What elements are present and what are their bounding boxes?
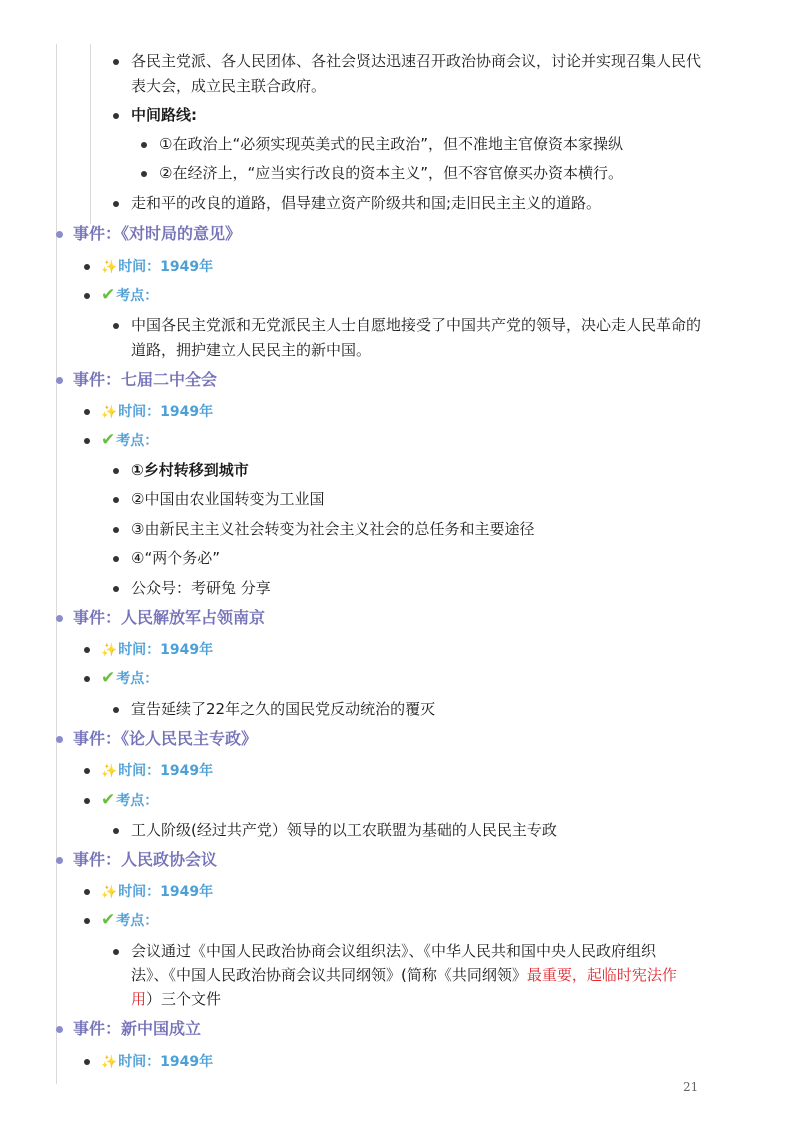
sparkle-icon: ✨ bbox=[101, 885, 118, 900]
bullet bbox=[84, 798, 90, 804]
list-item-text: 公众号：考研兔 分享 bbox=[131, 579, 271, 597]
bullet bbox=[113, 527, 119, 533]
list-item-text: 道路，拥护建立人民民主的新中国。 bbox=[131, 341, 372, 359]
list-item-text: ②中国由农业国转变为工业国 bbox=[131, 490, 325, 508]
list-item-text: ①在政治上“必须实现英美式的民主政治”，但不准地主官僚资本家操纵 bbox=[159, 135, 623, 153]
bullet bbox=[113, 113, 119, 119]
key-label: 考点： bbox=[116, 433, 159, 449]
list-item-text: 宣告延续了22年之久的国民党反动统治的覆灭 bbox=[131, 700, 436, 718]
bullet bbox=[84, 293, 90, 299]
highlight-text: 最重要，起临时宪法作 bbox=[526, 966, 677, 984]
page-number: 21 bbox=[683, 1080, 699, 1094]
bullet bbox=[113, 949, 119, 955]
bullet bbox=[113, 468, 119, 474]
bullet bbox=[84, 768, 90, 774]
bullet bbox=[141, 171, 147, 177]
sparkle-icon: ✨ bbox=[101, 1055, 118, 1070]
bullet bbox=[56, 615, 63, 622]
list-item-text: 走和平的改良的道路，倡导建立资产阶级共和国;走旧民主主义的道路。 bbox=[131, 194, 602, 212]
list-item-text: 法》、《中国人民政治协商会议共同纲领》(简称《共同纲领》 bbox=[131, 966, 527, 984]
list-item-text: 表大会，成立民主联合政府。 bbox=[131, 77, 327, 95]
time-label: 时间：1949年 bbox=[118, 884, 214, 900]
sparkle-icon: ✨ bbox=[101, 405, 118, 420]
time-label: 时间：1949年 bbox=[118, 1054, 214, 1070]
check-icon: ✔ bbox=[101, 668, 116, 688]
bullet bbox=[113, 497, 119, 503]
bullet bbox=[84, 409, 90, 415]
bullet bbox=[84, 647, 90, 653]
event-title: 事件：《论人民民主专政》 bbox=[73, 729, 258, 748]
middle-road-heading: 中间路线: bbox=[131, 106, 197, 124]
bullet bbox=[113, 586, 119, 592]
event-title: 事件：人民政协会议 bbox=[73, 850, 218, 869]
list-item-text: ①乡村转移到城市 bbox=[131, 461, 249, 479]
bullet bbox=[113, 201, 119, 207]
outline-guide bbox=[90, 44, 91, 224]
check-icon: ✔ bbox=[101, 430, 116, 450]
check-icon: ✔ bbox=[101, 790, 116, 810]
bullet bbox=[84, 889, 90, 895]
bullet bbox=[113, 323, 119, 329]
event-title: 事件：七届二中全会 bbox=[73, 370, 218, 389]
sparkle-icon: ✨ bbox=[101, 260, 118, 275]
bullet bbox=[84, 676, 90, 682]
bullet bbox=[56, 377, 63, 384]
key-label: 考点： bbox=[116, 793, 159, 809]
list-item-text: 中国各民主党派和无党派民主人士自愿地接受了中国共产党的领导，决心走人民革命的 bbox=[131, 316, 702, 334]
time-label: 时间：1949年 bbox=[118, 259, 214, 275]
bullet bbox=[56, 231, 63, 238]
bullet bbox=[141, 142, 147, 148]
list-item-text: ③由新民主主义社会转变为社会主义社会的总任务和主要途径 bbox=[131, 520, 535, 538]
bullet bbox=[56, 857, 63, 864]
bullet bbox=[113, 556, 119, 562]
key-label: 考点： bbox=[116, 671, 159, 687]
bullet bbox=[84, 918, 90, 924]
event-title: 事件：《对时局的意见》 bbox=[73, 224, 242, 243]
time-label: 时间：1949年 bbox=[118, 404, 214, 420]
key-label: 考点： bbox=[116, 288, 159, 304]
event-title: 事件：人民解放军占领南京 bbox=[73, 608, 266, 627]
bullet bbox=[56, 736, 63, 743]
check-icon: ✔ bbox=[101, 285, 116, 305]
time-label: 时间：1949年 bbox=[118, 642, 214, 658]
bullet bbox=[113, 828, 119, 834]
time-label: 时间：1949年 bbox=[118, 763, 214, 779]
bullet bbox=[56, 1026, 63, 1033]
list-item-text: 会议通过《中国人民政治协商会议组织法》、《中华人民共和国中央人民政府组织 bbox=[131, 942, 657, 960]
bullet bbox=[84, 1059, 90, 1065]
sparkle-icon: ✨ bbox=[101, 643, 118, 658]
outline-guide bbox=[56, 44, 57, 1084]
list-item-text: 各民主党派、各人民团体、各社会贤达迅速召开政治协商会议，讨论并实现召集人民代 bbox=[131, 52, 702, 70]
list-item-text: ④“两个务必” bbox=[131, 549, 220, 567]
bullet bbox=[84, 438, 90, 444]
highlight-text: 用 bbox=[131, 990, 147, 1008]
list-item-text: ②在经济上，“应当实行改良的资本主义”，但不容官僚买办资本横行。 bbox=[159, 164, 623, 182]
check-icon: ✔ bbox=[101, 910, 116, 930]
key-label: 考点： bbox=[116, 913, 159, 929]
bullet bbox=[84, 264, 90, 270]
list-item-text: ）三个文件 bbox=[146, 990, 222, 1008]
bullet bbox=[113, 59, 119, 65]
list-item-text: 工人阶级(经过共产党）领导的以工农联盟为基础的人民民主专政 bbox=[131, 821, 557, 839]
bullet bbox=[113, 707, 119, 713]
event-title: 事件：新中国成立 bbox=[73, 1019, 202, 1038]
sparkle-icon: ✨ bbox=[101, 764, 118, 779]
